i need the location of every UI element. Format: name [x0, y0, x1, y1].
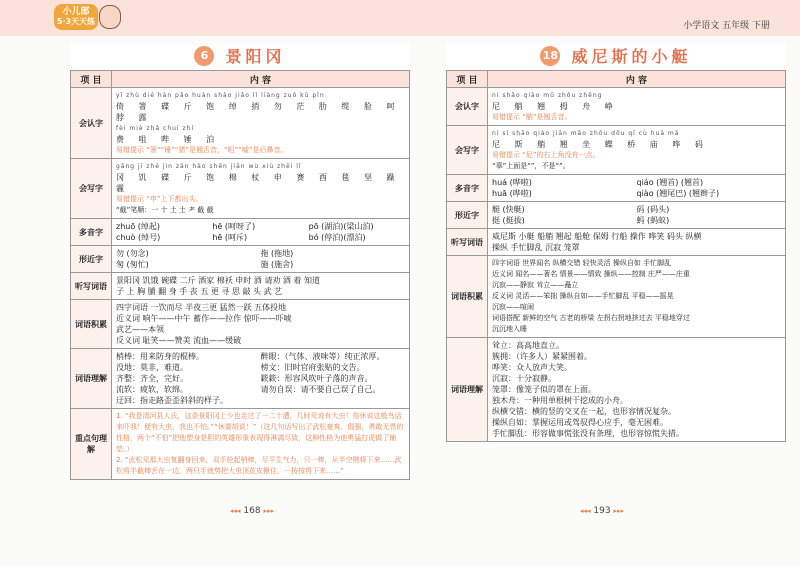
polyphone-reading: huā (哗啦): [492, 189, 532, 198]
col-content: 内 容: [112, 71, 410, 88]
polyphone-reading: qiào (翘尾巴) (翘辫子): [636, 189, 720, 198]
brand-line2: 5·3天天练: [56, 17, 96, 26]
text-line: 四字词语 世界闻名 纵横交错 轻快灵活 操纵自如 手忙脚乱: [492, 259, 672, 267]
row-label: 会写字: [71, 159, 112, 219]
row-label: 重点句理解: [71, 409, 112, 480]
definition: 簇拥：（许多人）紧紧围着。: [492, 352, 592, 361]
table-row: [447, 202, 786, 229]
arrow-left-icon: ◂◂◂: [230, 507, 241, 515]
text-line: 四字词语 一饮而尽 半夜三更 猛然一跃 五体投地: [116, 303, 287, 312]
note-line: “辜”上面是“”，不是“”。: [492, 162, 570, 170]
definition: 沉寂：十分寂静。: [492, 374, 556, 383]
book-info: 小学语文 五年级 下册: [683, 21, 770, 31]
row-content: [112, 159, 410, 219]
table-row: [447, 175, 786, 202]
table-row: [71, 246, 410, 273]
polyphone-reading: hē (呵斥): [212, 233, 248, 242]
row-content: [112, 273, 410, 300]
note-line: “截”笔顺：一 十 土 土 耂 截 截: [116, 206, 214, 214]
row-label: 词语理解: [71, 349, 112, 409]
polyphone-grid: [492, 177, 781, 199]
text-line: 子 上 胸 脯 翻 身 手 丧 五 更 寻 思 敲 头 武 艺: [116, 287, 283, 296]
definition: 哗笑：众人放声大笑。: [492, 363, 572, 372]
row-content: [488, 229, 786, 256]
text-line: 威尼斯 小艇 船艄 翘起 船舱 保姆 行船 操作 哗笑 码头 纵横: [492, 232, 702, 241]
row-content: [488, 88, 786, 126]
text-line: 近义词 响午——中午 蓄作——拉作 惊吓——吓唬: [116, 314, 292, 323]
note-line: 易错提示 “尼”的右上角没有一点。: [492, 151, 600, 159]
row-label: 听写词语: [71, 273, 112, 300]
similar-char: 匆 (匆忙): [116, 260, 149, 269]
table-row: [71, 409, 410, 480]
lesson-header: [446, 44, 786, 70]
polyphone-item: [637, 177, 782, 199]
right-page: [446, 44, 786, 442]
text-line: 武艺——本领: [116, 325, 164, 334]
note-line: 易错提示 “申”上下都出头。: [116, 195, 203, 203]
note-line: 易错提示 “艄”是翘舌音。: [492, 113, 572, 121]
col-item: 项 目: [71, 71, 112, 88]
text-line: 沉沉地入睡: [492, 325, 527, 333]
table-row: [71, 273, 410, 300]
lesson-table: [70, 70, 410, 480]
chars-line: 冈 饥 碟 斤 饱 棉 杖 申 赛 酉 毯 坚 躁 霾: [116, 173, 401, 193]
similar-item: [116, 248, 261, 270]
definition: 独木舟：一种用单根树干挖成的小舟。: [492, 396, 628, 405]
row-content: [488, 126, 786, 175]
table-row: [447, 126, 786, 175]
definition: 醉眼：（气体、液味等）纯正浓厚。: [260, 352, 385, 361]
pinyin-line: fèi miè zhǎ chuí zhí: [116, 125, 195, 132]
lesson-title: 景阳冈: [225, 47, 286, 66]
page-number: 193: [593, 506, 611, 516]
definition: 笼罩：像笼子似的罩在上面。: [492, 385, 596, 394]
polyphone-reading: hē (呵呀了): [212, 222, 256, 231]
text-line: 沉寂——静寂 耸立——矗立: [492, 281, 579, 289]
polyphone-reading: pō (湖泊)(梁山泊): [308, 222, 374, 231]
row-content: [112, 88, 410, 159]
lesson-table: [446, 70, 786, 442]
col-content: 内 容: [488, 71, 786, 88]
definition: 流软：疲软，软绵。: [116, 385, 188, 394]
definition: 齐整：齐全，完好。: [116, 374, 188, 383]
polyphone-item: [309, 221, 405, 243]
similar-char: 挺 (挺拔): [492, 216, 525, 225]
chars-line: 倚 箸 碟 斤 饱 绰 捎 勿 茫 肋 缆 脸 呵 脖 露: [116, 102, 401, 122]
lesson-title: 威尼斯的小艇: [571, 47, 692, 66]
pinyin-line: ní sī shāo qiào jiān mǎo zhōu dǒu qǐ cù huā mǎ: [492, 130, 680, 137]
row-label: 多音字: [71, 219, 112, 246]
row-label: 形近字: [71, 246, 112, 273]
definition: 请勿自误：请不要自己误了自己。: [260, 385, 381, 394]
polyphone-item: [212, 221, 308, 243]
table-row: [447, 256, 786, 338]
definition: 操纵自如：掌握运用或驾驭得心应手，毫无困难。: [492, 418, 668, 427]
polyphone-reading: zhuō (绰起): [116, 222, 161, 231]
lesson-number: 6: [194, 46, 214, 66]
row-content: [488, 202, 786, 229]
row-label: 听写词语: [447, 229, 488, 256]
definition: 迂回：指走路歪歪斜斜的样子。: [116, 396, 228, 405]
text-line: 近义词 闻名——著名 情景——情致 操纵——控制 庄严——庄重: [492, 270, 690, 278]
table-row: [447, 88, 786, 126]
text-line: 反义词 耻笑——赞美 流血——缓破: [116, 336, 242, 345]
row-label: 多音字: [447, 175, 488, 202]
polyphone-item: [492, 177, 637, 199]
row-label: 会认字: [71, 88, 112, 159]
polyphone-reading: bó (停泊)(漂泊): [308, 233, 366, 242]
table-row: [71, 300, 410, 349]
similar-char: 艇 (快艇): [492, 205, 525, 214]
text-line: 词语搭配 新鲜的空气 古老的桥梁 左拐右拐地挤过去 平稳地穿过: [492, 314, 690, 322]
page-number-left: [230, 506, 274, 516]
pinyin-line: ní shāo qiào mǔ zhōu zhēng: [492, 92, 603, 99]
row-label: 词语积累: [447, 256, 488, 338]
definition-grid: [116, 351, 405, 406]
page-number-right: [580, 506, 624, 516]
definition: 没地：莫非，难道。: [116, 363, 188, 372]
similar-grid: [492, 204, 781, 226]
row-label: 会认字: [447, 88, 488, 126]
lesson-number: 18: [540, 46, 560, 66]
row-content: [112, 300, 410, 349]
polyphone-reading: huá (哗啦): [492, 178, 532, 187]
page-number: 168: [243, 506, 261, 516]
definition: 纵横交错：横的竖的交叉在一起，也形容情况复杂。: [492, 407, 676, 416]
similar-char: 施 (施舍): [260, 260, 294, 269]
table-row: [447, 338, 786, 442]
text-line: 操纵 手忙脚乱 沉寂 笼罩: [492, 243, 580, 252]
pinyin-line: gāng jī zhé jìn zān hào shēn jiān wù xiù zhěi lǐ: [116, 163, 302, 170]
definition: 梢棒：用来防身的棍棒。: [116, 352, 204, 361]
polyphone-item: [116, 221, 212, 243]
chars-line: 费 咀 哔 锤 泊: [116, 135, 221, 144]
definition: 手忙脚乱：形容做事慌张没有条理，也形容惊慌失措。: [492, 429, 684, 438]
brand-logo: [54, 4, 98, 30]
text-line: 反义词 灵活——笨拙 操纵自如——手忙脚乱 平稳——摇晃: [492, 292, 674, 300]
note-line: 易错提示 “箸”“锤”“猪”是翘舌音，“咀”“嘘”是后鼻音。: [116, 146, 288, 154]
similar-char: 蚂 (蚂蚁): [636, 216, 670, 225]
chars-line: 尼 斯 艄 翘 坐 蝶 桥 庙 哗 码: [492, 140, 709, 149]
sentence: 1. “我是清河县人氏，这条景阳冈上少也走过了一二十遭，几时见说有大虫！你休说这般鸟话来吓我！便有大虫，我也不怕。”“休要胡说！”（这几句话写出了武松豪爽、倔强、勇敢无畏的性格，两个“不怕”把他塑身是胆的英雄形象表现得淋漓尽致，这种性格为他勇猛打虎做了铺垫。）: [116, 412, 404, 453]
arrow-left-icon: ◂◂◂: [580, 507, 591, 515]
row-content: [488, 256, 786, 338]
definition: 簌簌：形容风吹叶子落的声音。: [260, 374, 373, 383]
polyphone-reading: chuò (绰号): [116, 233, 161, 242]
row-content: [112, 219, 410, 246]
pinyin-line: yǐ zhù dié hán pǎo huàn shào jiǎo lǐ liàng zuǒ kū pǐn: [116, 92, 325, 99]
definition: 耸立：高高地直立。: [492, 341, 564, 350]
left-page: [70, 44, 410, 480]
arrow-right-icon: ▸▸▸: [263, 507, 275, 515]
chars-line: 尼 艄 翘 拇 舟 峥: [492, 102, 619, 111]
row-content: [488, 338, 786, 442]
row-label: 词语理解: [447, 338, 488, 442]
similar-grid: [116, 248, 405, 270]
similar-char: 拖 (拖地): [260, 249, 294, 258]
arrow-right-icon: ▸▸▸: [613, 507, 625, 515]
similar-char: 勿 (勿念): [116, 249, 149, 258]
text-line: 沉寂——喧闹: [492, 303, 534, 311]
row-label: 词语积累: [71, 300, 112, 349]
table-row: [71, 159, 410, 219]
polyphone-reading: qiáo (翘首) (翘首): [636, 178, 704, 187]
sentence: 2. “武松见那大虫复翻身回来，双手抡起梢棒，尽平生气力，只一棒，从半空劈将下来……武松将半截棒丢在一边，两只手就势把大虫顶花皮揪住，一按按将下来……”: [116, 456, 402, 475]
col-item: 项 目: [447, 71, 488, 88]
row-label: 会写字: [447, 126, 488, 175]
polyphone-grid: [116, 221, 405, 243]
brand-line1: 小儿郎: [62, 7, 90, 17]
mascot-icon: [99, 5, 121, 29]
text-line: 景阳冈 饥饿 碗碟 二斤 酒家 棉袄 申时 酒 请劝 酒 着 知道: [116, 276, 320, 285]
row-content: [112, 409, 410, 480]
row-label: 形近字: [447, 202, 488, 229]
table-row: [447, 229, 786, 256]
similar-item: [637, 204, 782, 226]
similar-item: [261, 248, 406, 270]
similar-char: 码 (码头): [636, 205, 670, 214]
table-row: [71, 88, 410, 159]
row-content: [112, 349, 410, 409]
table-row: [71, 219, 410, 246]
row-content: [488, 175, 786, 202]
similar-item: [492, 204, 637, 226]
row-content: [112, 246, 410, 273]
definition: 榜文：旧时官府张贴的文告。: [260, 363, 365, 372]
lesson-header: [70, 44, 410, 70]
table-row: [71, 349, 410, 409]
